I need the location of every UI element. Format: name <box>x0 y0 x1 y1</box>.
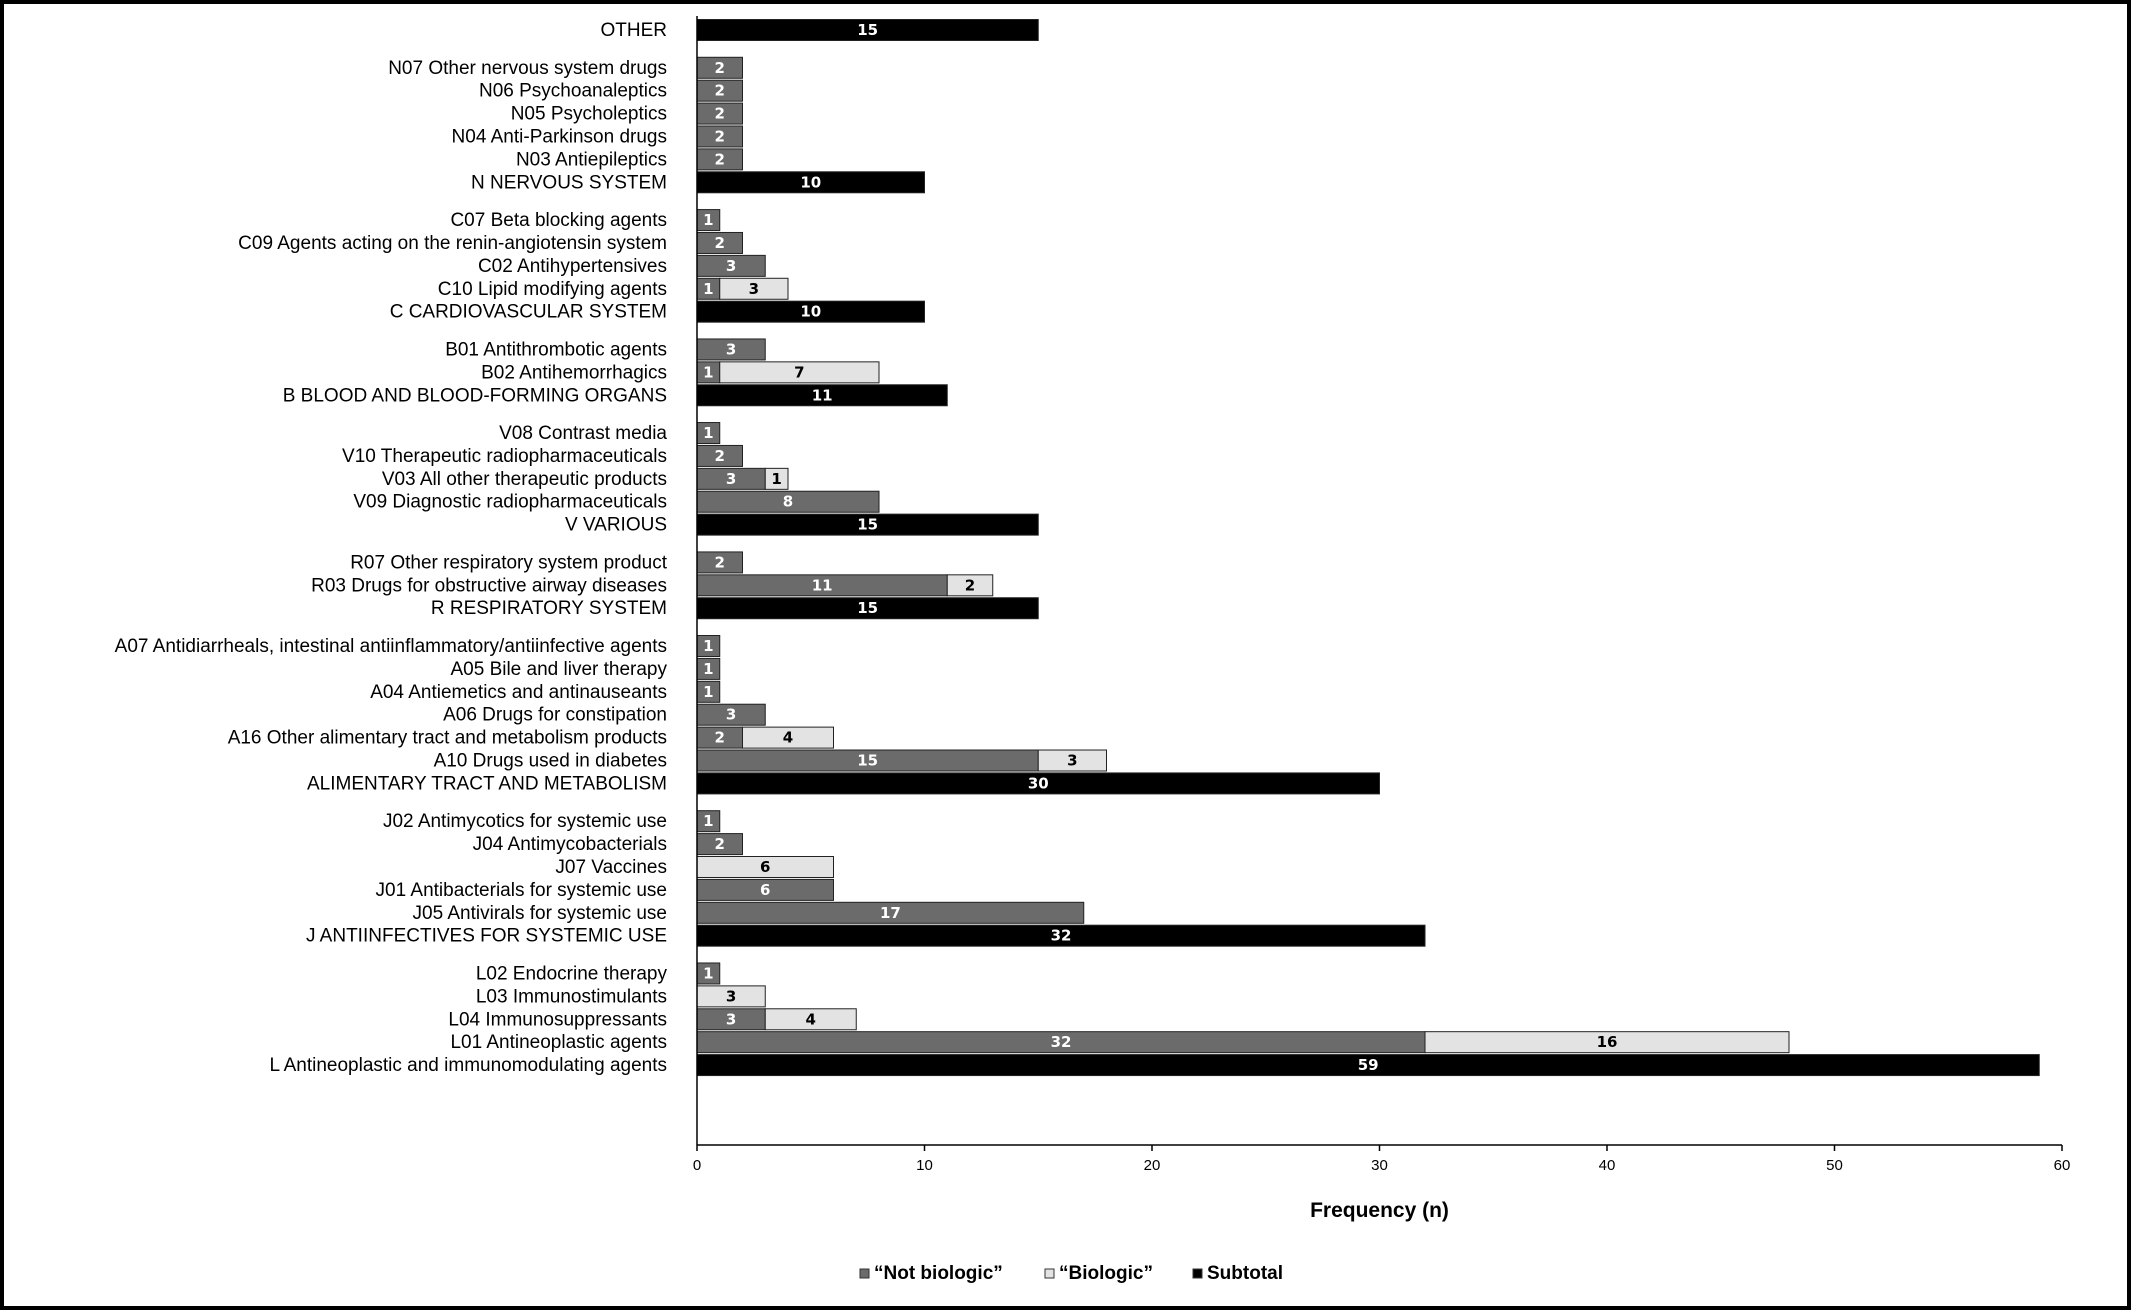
category-label-c02-antihypertensives: C02 Antihypertensives <box>477 255 667 277</box>
category-label-l01-antineoplastic-agents: L01 Antineoplastic agents <box>450 1032 667 1054</box>
category-label-r03-drugs-for-obstructive-airway-diseases: R03 Drugs for obstructive airway diseases <box>311 575 667 597</box>
legend-label-not-biologic: “Not biologic” <box>874 1263 1003 1284</box>
category-label-a07-antidiarrheals-intestinal-antiinflammatory-antiinfective-agents: A07 Antidiarrheals, intestinal antiinflammatory/antiinfective agents <box>114 636 667 658</box>
value-label-not-biologic-n04-anti-parkinson-drugs: 2 <box>714 127 725 146</box>
value-label-not-biologic-l01-antineoplastic-agents: 32 <box>1050 1033 1072 1052</box>
value-label-biologic-c10-lipid-modifying-agents: 3 <box>748 279 760 298</box>
category-label-l04-immunosuppressants: L04 Immunosuppressants <box>448 1009 667 1031</box>
x-tick-label-60: 60 <box>2053 1157 2071 1174</box>
value-label-not-biologic-n03-antiepileptics: 2 <box>714 150 725 169</box>
category-label-v-various: V VARIOUS <box>564 514 667 536</box>
category-label-l03-immunostimulants: L03 Immunostimulants <box>475 986 667 1008</box>
value-label-not-biologic-v08-contrast-media: 1 <box>703 424 714 443</box>
value-label-subtotal-c-cardiovascular-system: 10 <box>800 302 822 321</box>
value-label-not-biologic-r07-other-respiratory-system-product: 2 <box>714 553 725 572</box>
value-label-biologic-a10-drugs-used-in-diabetes: 3 <box>1067 751 1078 770</box>
value-label-subtotal-other: 15 <box>857 21 879 39</box>
category-label-j04-antimycobacterials: J04 Antimycobacterials <box>472 834 667 856</box>
value-label-biologic-r03-drugs-for-obstructive-airway-diseases: 2 <box>964 576 976 595</box>
category-label-c07-beta-blocking-agents: C07 Beta blocking agents <box>450 210 667 232</box>
category-label-j-antiinfectives-for-systemic-use: J ANTIINFECTIVES FOR SYSTEMIC USE <box>305 925 667 947</box>
value-label-subtotal-r-respiratory-system: 15 <box>857 599 879 618</box>
value-label-not-biologic-v10-therapeutic-radiopharmaceuticals: 2 <box>714 446 725 465</box>
category-label-v08-contrast-media: V08 Contrast media <box>499 423 667 445</box>
value-label-not-biologic-b02-antihemorrhagics: 1 <box>703 363 714 382</box>
category-label-a05-bile-and-liver-therapy: A05 Bile and liver therapy <box>450 658 667 680</box>
category-label-n07-other-nervous-system-drugs: N07 Other nervous system drugs <box>388 57 667 79</box>
x-tick-label-30: 30 <box>1371 1157 1388 1174</box>
legend-label-subtotal: Subtotal <box>1207 1263 1283 1284</box>
value-label-subtotal-alimentary-tract-and-metabolism: 30 <box>1027 774 1049 793</box>
value-label-not-biologic-j01-antibacterials-for-systemic-use: 6 <box>760 880 771 899</box>
value-label-not-biologic-c10-lipid-modifying-agents: 1 <box>703 279 714 298</box>
value-label-not-biologic-r03-drugs-for-obstructive-airway-diseases: 11 <box>811 576 833 595</box>
value-label-biologic-b02-antihemorrhagics: 7 <box>794 363 805 382</box>
legend-label-biologic: “Biologic” <box>1059 1263 1153 1284</box>
category-label-j07-vaccines: J07 Vaccines <box>555 856 667 878</box>
value-label-not-biologic-a05-bile-and-liver-therapy: 1 <box>703 659 714 678</box>
category-label-n05-psycholeptics: N05 Psycholeptics <box>510 103 667 125</box>
category-label-j01-antibacterials-for-systemic-use: J01 Antibacterials for systemic use <box>375 879 667 901</box>
category-label-n04-anti-parkinson-drugs: N04 Anti-Parkinson drugs <box>451 126 667 148</box>
value-label-subtotal-v-various: 15 <box>857 515 879 534</box>
value-label-not-biologic-a06-drugs-for-constipation: 3 <box>725 705 737 724</box>
value-label-not-biologic-l02-endocrine-therapy: 1 <box>703 964 714 983</box>
category-label-r-respiratory-system: R RESPIRATORY SYSTEM <box>430 598 667 620</box>
category-label-a04-antiemetics-and-antinauseants: A04 Antiemetics and antinauseants <box>370 681 667 703</box>
category-label-n03-antiepileptics: N03 Antiepileptics <box>515 149 667 171</box>
value-label-subtotal-n-nervous-system: 10 <box>800 173 822 192</box>
value-label-biologic-a16-other-alimentary-tract-and-metabolism-products: 4 <box>782 728 794 747</box>
category-label-v09-diagnostic-radiopharmaceuticals: V09 Diagnostic radiopharmaceuticals <box>353 491 667 513</box>
value-label-not-biologic-c02-antihypertensives: 3 <box>725 256 737 275</box>
value-label-not-biologic-b01-antithrombotic-agents: 3 <box>725 340 737 359</box>
value-label-biologic-j07-vaccines: 6 <box>760 857 771 876</box>
category-label-j05-antivirals-for-systemic-use: J05 Antivirals for systemic use <box>412 902 667 924</box>
x-tick-label-50: 50 <box>1826 1157 1843 1174</box>
category-label-n-nervous-system: N NERVOUS SYSTEM <box>470 172 667 194</box>
category-label-c09-agents-acting-on-the-renin-angiotensin-system: C09 Agents acting on the renin-angiotensin system <box>238 232 667 254</box>
value-label-not-biologic-a10-drugs-used-in-diabetes: 15 <box>857 751 879 770</box>
category-label-a06-drugs-for-constipation: A06 Drugs for constipation <box>443 704 667 726</box>
category-label-c10-lipid-modifying-agents: C10 Lipid modifying agents <box>437 278 667 300</box>
value-label-not-biologic-j05-antivirals-for-systemic-use: 17 <box>879 903 901 922</box>
value-label-not-biologic-n07-other-nervous-system-drugs: 2 <box>714 58 725 77</box>
category-label-l-antineoplastic-and-immunomodulating-agents: L Antineoplastic and immunomodulating agents <box>269 1055 667 1077</box>
value-label-not-biologic-c07-beta-blocking-agents: 1 <box>703 211 714 230</box>
value-label-not-biologic-n05-psycholeptics: 2 <box>714 104 725 123</box>
value-label-not-biologic-j02-antimycotics-for-systemic-use: 1 <box>703 812 714 831</box>
value-label-not-biologic-a04-antiemetics-and-antinauseants: 1 <box>703 682 714 701</box>
value-label-not-biologic-j04-antimycobacterials: 2 <box>714 835 725 854</box>
category-label-b-blood-and-blood-forming-organs: B BLOOD AND BLOOD-FORMING ORGANS <box>282 385 667 407</box>
category-label-c-cardiovascular-system: C CARDIOVASCULAR SYSTEM <box>389 301 667 323</box>
value-label-subtotal-b-blood-and-blood-forming-organs: 11 <box>811 386 833 405</box>
value-label-not-biologic-a07-antidiarrheals-intestinal-antiinflammatory-antiinfective-agents: 1 <box>703 637 714 656</box>
legend-swatch-subtotal <box>1193 1269 1202 1278</box>
x-tick-label-0: 0 <box>692 1157 702 1174</box>
value-label-subtotal-j-antiinfectives-for-systemic-use: 32 <box>1050 926 1072 945</box>
category-label-l02-endocrine-therapy: L02 Endocrine therapy <box>475 963 667 985</box>
value-label-biologic-v03-all-other-therapeutic-products: 1 <box>771 469 782 488</box>
legend <box>860 1263 1283 1284</box>
category-label-b02-antihemorrhagics: B02 Antihemorrhagics <box>481 362 667 384</box>
category-label-a16-other-alimentary-tract-and-metabolism-products: A16 Other alimentary tract and metabolism products <box>227 727 667 749</box>
value-label-not-biologic-c09-agents-acting-on-the-renin-angiotensin-system: 2 <box>714 233 725 252</box>
x-tick-label-40: 40 <box>1598 1157 1616 1174</box>
value-label-not-biologic-v03-all-other-therapeutic-products: 3 <box>725 469 737 488</box>
category-label-alimentary-tract-and-metabolism: ALIMENTARY TRACT AND METABOLISM <box>306 773 667 795</box>
value-label-biologic-l04-immunosuppressants: 4 <box>805 1010 816 1029</box>
value-label-not-biologic-l04-immunosuppressants: 3 <box>725 1010 737 1029</box>
category-label-other: OTHER <box>600 20 667 41</box>
value-label-biologic-l01-antineoplastic-agents: 16 <box>1596 1033 1618 1052</box>
category-label-b01-antithrombotic-agents: B01 Antithrombotic agents <box>445 339 667 361</box>
value-label-not-biologic-n06-psychoanaleptics: 2 <box>714 81 725 100</box>
x-tick-label-10: 10 <box>916 1157 933 1174</box>
category-label-j02-antimycotics-for-systemic-use: J02 Antimycotics for systemic use <box>382 811 667 833</box>
value-label-not-biologic-a16-other-alimentary-tract-and-metabolism-products: 2 <box>714 728 725 747</box>
x-axis-title: Frequency (n) <box>1310 1199 1449 1222</box>
value-label-biologic-l03-immunostimulants: 3 <box>725 987 737 1006</box>
x-tick-label-20: 20 <box>1143 1157 1161 1174</box>
legend-swatch-biologic <box>1045 1269 1054 1278</box>
category-label-r07-other-respiratory-system-product: R07 Other respiratory system product <box>350 552 667 574</box>
category-label-v10-therapeutic-radiopharmaceuticals: V10 Therapeutic radiopharmaceuticals <box>342 445 667 467</box>
value-label-subtotal-l-antineoplastic-and-immunomodulating-agents: 59 <box>1357 1056 1379 1075</box>
value-label-not-biologic-v09-diagnostic-radiopharmaceuticals: 8 <box>782 492 794 511</box>
legend-swatch-not-biologic <box>860 1269 869 1278</box>
category-label-v03-all-other-therapeutic-products: V03 All other therapeutic products <box>381 468 667 490</box>
category-label-a10-drugs-used-in-diabetes: A10 Drugs used in diabetes <box>433 750 667 772</box>
category-label-n06-psychoanaleptics: N06 Psychoanaleptics <box>479 80 667 102</box>
